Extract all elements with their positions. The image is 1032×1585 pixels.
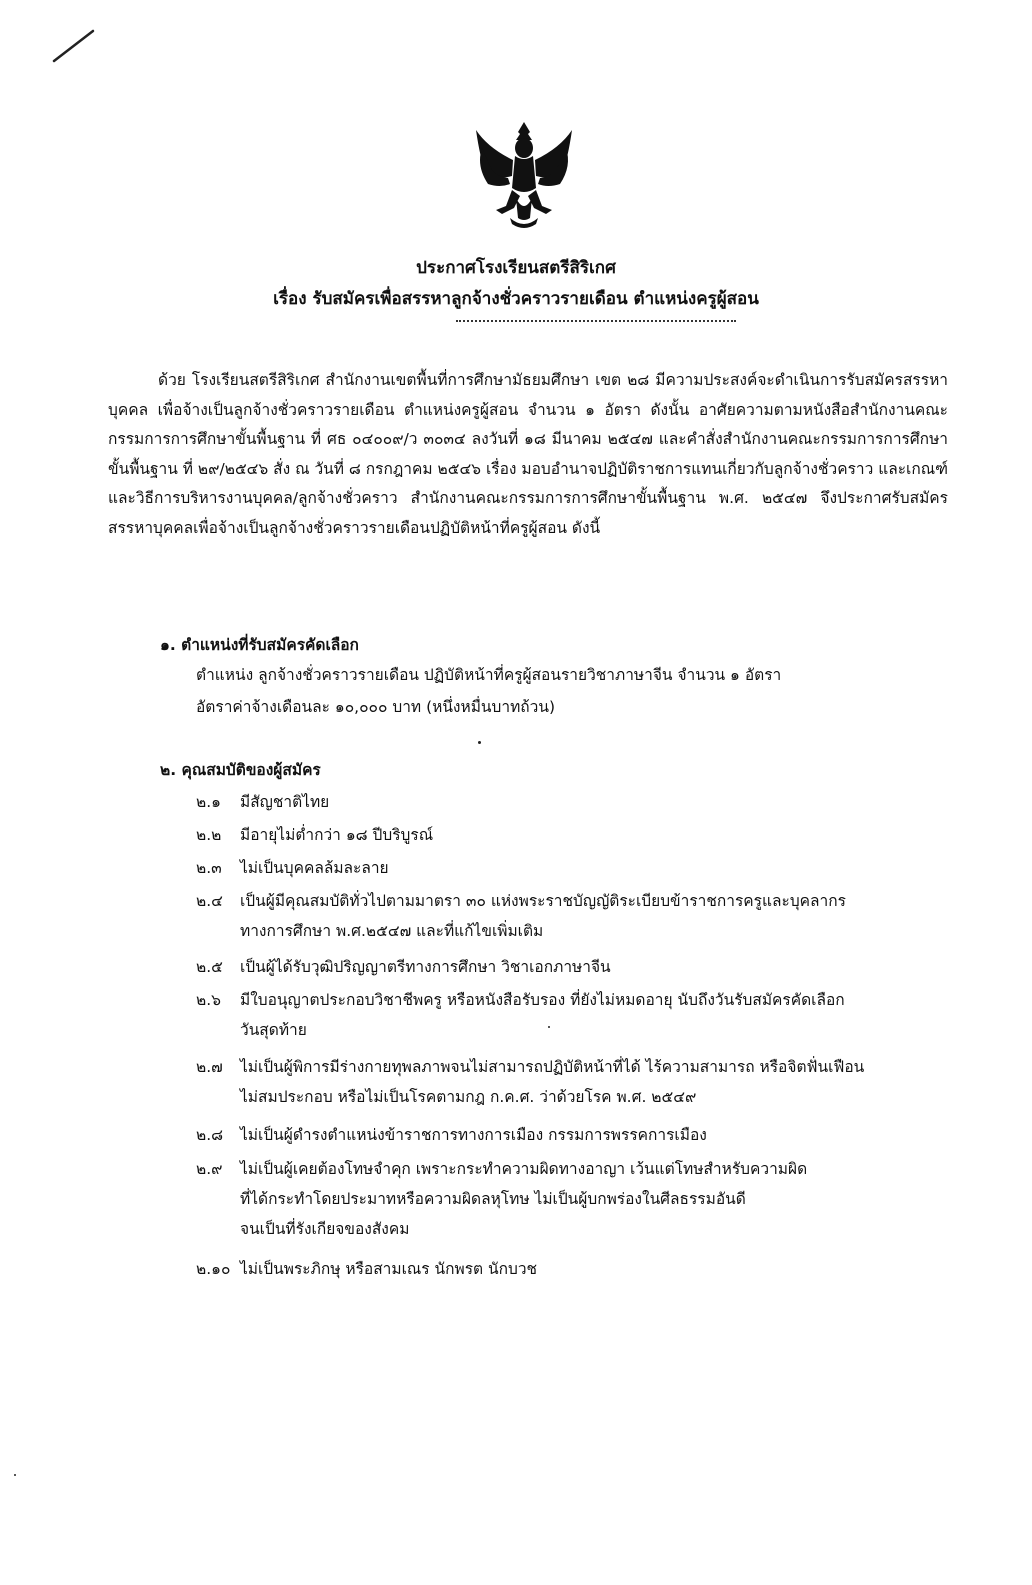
pen-slash-mark: [52, 28, 96, 64]
scan-speck: [14, 1474, 16, 1476]
qualification-item: [196, 820, 956, 850]
item-continuation: ที่ได้กระทำโดยประมาทหรือความผิดลหุโทษ ไม่เป็นผู้บกพร่องในศีลธรรมอันดี: [240, 1190, 746, 1208]
item-number: ๒.๓: [196, 859, 222, 877]
qualification-item: [196, 787, 956, 817]
item-text: ไม่เป็นผู้เคยต้องโทษจำคุก เพราะกระทำความผิดทางอาญา เว้นแต่โทษสำหรับความผิด: [240, 1160, 808, 1178]
qualification-item: [196, 886, 956, 946]
qualification-item: [196, 1254, 956, 1284]
item-continuation: จนเป็นที่รังเกียจของสังคม: [240, 1220, 410, 1238]
scan-speck: [548, 1026, 550, 1028]
item-text: มีอายุไม่ต่ำกว่า ๑๘ ปีบริบูรณ์: [240, 826, 434, 844]
item-continuation: วันสุดท้าย: [240, 1021, 307, 1039]
section-1-line-2: อัตราค่าจ้างเดือนละ ๑๐,๐๐๐ บาท (หนึ่งหมื่นบาทถ้วน): [196, 698, 556, 716]
garuda-emblem-icon: [466, 118, 582, 234]
dotted-separator: [456, 320, 736, 322]
item-text: เป็นผู้มีคุณสมบัติทั่วไปตามมาตรา ๓๐ แห่งพระราชบัญญัติระเบียบข้าราชการครูและบุคลากร: [240, 892, 846, 910]
item-number: ๒.๕: [196, 958, 223, 976]
section-1-heading: ๑. ตำแหน่งที่รับสมัครคัดเลือก: [160, 636, 359, 654]
item-text: ไม่เป็นผู้พิการมีร่างกายทุพลภาพจนไม่สามารถปฏิบัติหน้าที่ได้ ไร้ความสามารถ หรือจิตฟั่นเฟือน: [240, 1058, 865, 1076]
qualification-item: [196, 1120, 956, 1150]
item-number: ๒.๑๐: [196, 1260, 231, 1278]
item-number: ๒.๒: [196, 826, 222, 844]
item-number: ๒.๖: [196, 991, 221, 1009]
intro-paragraph: [108, 366, 948, 543]
scan-speck: [478, 741, 481, 744]
item-text: มีใบอนุญาตประกอบวิชาชีพครู หรือหนังสือรับรอง ที่ยังไม่หมดอายุ นับถึงวันรับสมัครคัดเลือก: [240, 991, 845, 1009]
item-number: ๒.๑: [196, 793, 221, 811]
item-number: ๒.๘: [196, 1126, 224, 1144]
qualification-item: [196, 952, 956, 982]
section-1-line-1: ตำแหน่ง ลูกจ้างชั่วคราวรายเดือน ปฏิบัติหน้าที่ครูผู้สอนรายวิชาภาษาจีน จำนวน ๑ อัตรา: [196, 666, 782, 684]
section-2-heading: ๒. คุณสมบัติของผู้สมัคร: [160, 761, 321, 779]
intro-text: ด้วย โรงเรียนสตรีสิริเกศ สำนักงานเขตพื้นที่การศึกษามัธยมศึกษา เขต ๒๘ มีความประสงค์จะดำเนินการรับสมัครสรรหาบุคคล เพื่อจ้างเป็นลูกจ้างชั่วคราวรายเดือน ตำแหน่งครูผู้สอน จำนวน ๑ อัตรา ดังนั้น อาศัยความตามหนังสือสำนักงานคณะกรรมการการศึกษาขั้นพื้นฐาน ที่ ศธ ๐๔๐๐๙/ว ๓๐๓๔ ลงวันที่ ๑๘ มีนาคม ๒๕๔๗ และคำสั่งสำนักงานคณะกรรมการการศึกษาขั้นพื้นฐาน ที่ ๒๙/๒๕๔๖ สั่ง ณ วันที่ ๘ กรกฎาคม ๒๕๔๖ เรื่อง มอบอำนาจปฏิบัติราชการแทนเกี่ยวกับลูกจ้างชั่วคราว และเกณฑ์และวิธีการบริหารงานบุคคล/ลูกจ้างชั่วคราว สำนักงานคณะกรรมการการศึกษาขั้นพื้นฐาน พ.ศ. ๒๕๔๗ จึงประกาศรับสมัครสรรหาบุคคลเพื่อจ้างเป็นลูกจ้างชั่วคราวรายเดือนปฏิบัติหน้าที่ครูผู้สอน ดังนี้: [108, 371, 948, 537]
item-text: มีสัญชาติไทย: [240, 793, 330, 811]
qualification-item: [196, 1052, 956, 1112]
item-number: ๒.๔: [196, 892, 223, 910]
qualification-item: [196, 1154, 956, 1244]
item-text: ไม่เป็นผู้ดำรงตำแหน่งข้าราชการทางการเมือง กรรมการพรรคการเมือง: [240, 1126, 707, 1144]
item-text: ไม่เป็นบุคคลล้มละลาย: [240, 859, 389, 877]
item-number: ๒.๗: [196, 1058, 223, 1076]
item-number: ๒.๙: [196, 1160, 223, 1178]
item-continuation: ทางการศึกษา พ.ศ.๒๕๔๗ และที่แก้ไขเพิ่มเติม: [240, 922, 544, 940]
announcement-title: ประกาศโรงเรียนสตรีสิริเกศ: [416, 258, 616, 278]
item-continuation: ไม่สมประกอบ หรือไม่เป็นโรคตามกฎ ก.ค.ศ. ว่าด้วยโรค พ.ศ. ๒๕๔๙: [240, 1088, 697, 1106]
item-text: ไม่เป็นพระภิกษุ หรือสามเณร นักพรต นักบวช: [240, 1260, 538, 1278]
announcement-subject: เรื่อง รับสมัครเพื่อสรรหาลูกจ้างชั่วคราวรายเดือน ตำแหน่งครูผู้สอน: [273, 289, 759, 309]
qualification-item: [196, 853, 956, 883]
item-text: เป็นผู้ได้รับวุฒิปริญญาตรีทางการศึกษา วิชาเอกภาษาจีน: [240, 958, 611, 976]
qualification-item: [196, 985, 956, 1045]
